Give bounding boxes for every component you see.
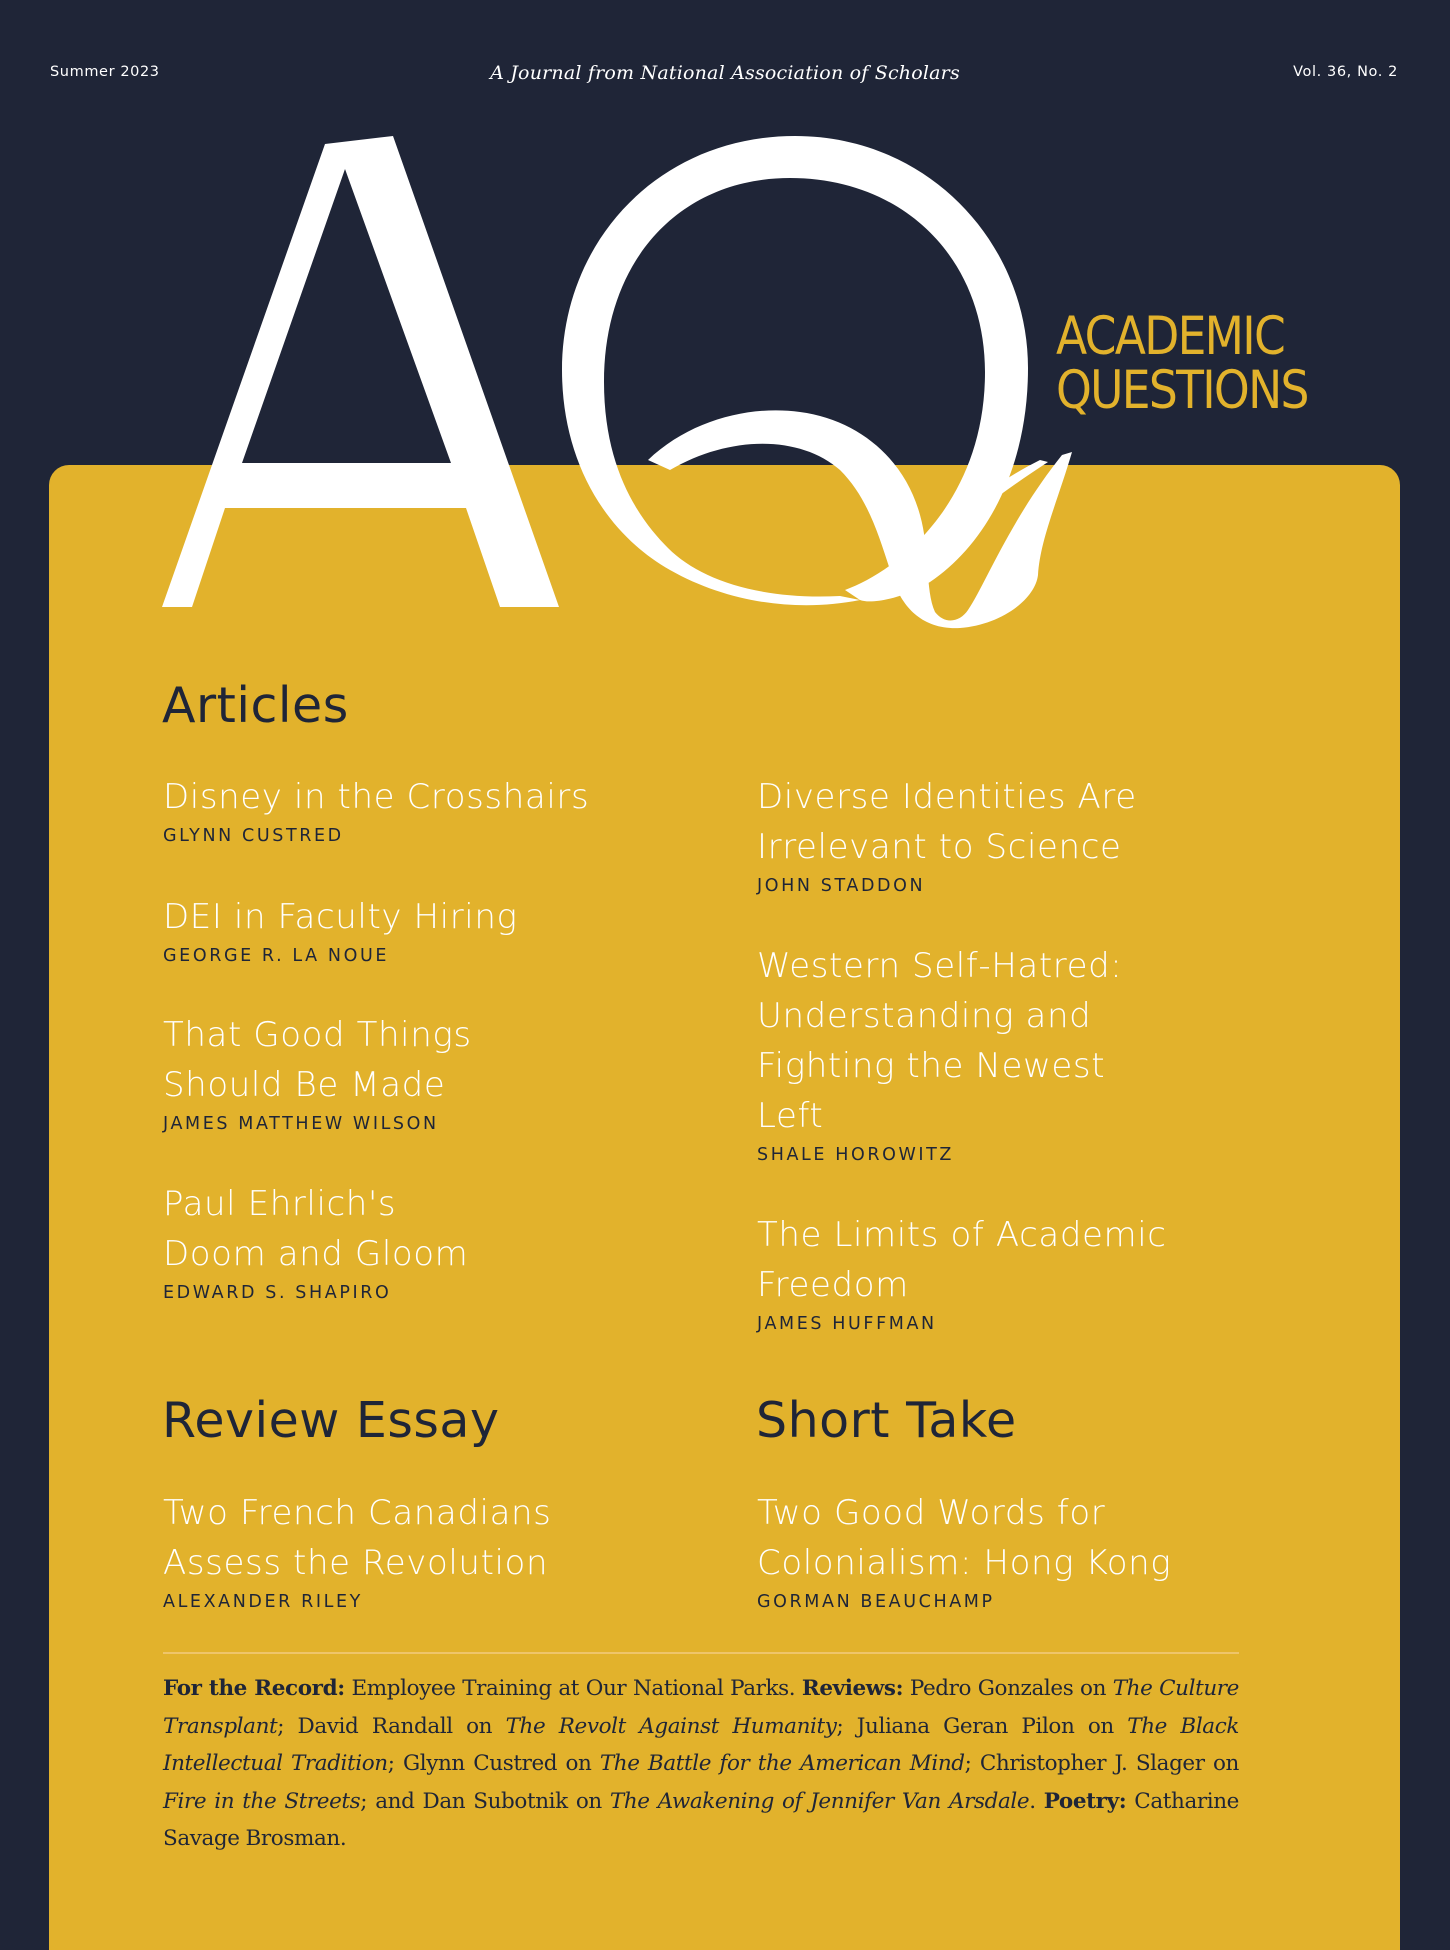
reviews-label: Reviews:	[801, 1676, 904, 1701]
article-title-line[interactable]: Should Be Made	[163, 1065, 446, 1105]
book-title: The Culture Transplant	[163, 1676, 1239, 1739]
article-entry[interactable]	[163, 892, 518, 968]
book-title: The Awakening of Jennifer Van Arsdale	[609, 1788, 1030, 1814]
monogram-letter-a	[162, 136, 559, 607]
poetry-label: Poetry:	[1043, 1788, 1127, 1814]
article-author: JOHN STADDON	[757, 876, 926, 896]
article-entry[interactable]	[163, 772, 589, 848]
separator: ;	[964, 1751, 980, 1776]
article-title-line[interactable]: Two Good Words for	[757, 1493, 1106, 1533]
for-the-record-label: For the Record:	[163, 1676, 345, 1701]
issue-contents-summary	[163, 1670, 1239, 1858]
reviewer: Juliana Geran Pilon on	[856, 1713, 1128, 1739]
article-title-line[interactable]: Fighting the Newest	[757, 1046, 1106, 1086]
separator: ;	[277, 1713, 298, 1739]
article-entry[interactable]	[757, 941, 1122, 1167]
article-author: ALEXANDER RILEY	[163, 1592, 363, 1612]
article-title-line[interactable]: Paul Ehrlich's	[163, 1184, 397, 1224]
separator: ;	[360, 1788, 376, 1814]
reviewer: Glynn Custred on	[402, 1751, 600, 1776]
article-title-line[interactable]: Assess the Revolution	[163, 1543, 549, 1583]
article-entry[interactable]	[163, 1179, 468, 1305]
for-the-record-text: Employee Training at Our National Parks.	[344, 1676, 802, 1701]
article-author: EDWARD S. SHAPIRO	[163, 1283, 392, 1303]
article-title-line[interactable]: Colonialism: Hong Kong	[757, 1543, 1172, 1583]
poetry-text: Catharine Savage Brosman.	[163, 1788, 1239, 1851]
article-author: JAMES HUFFMAN	[757, 1314, 937, 1334]
monogram-letter-q-bowl	[562, 136, 1028, 605]
section-heading-short-take: Short Take	[756, 1392, 1017, 1449]
reviewer: Pedro Gonzales on	[903, 1676, 1113, 1701]
journal-wordmark	[1056, 306, 1349, 421]
article-title-line[interactable]: That Good Things	[163, 1015, 472, 1055]
divider-rule	[163, 1652, 1239, 1654]
issue-volume: Vol. 36, No. 2	[1293, 64, 1398, 80]
article-title[interactable]: Disney in the Crosshairs	[163, 777, 590, 817]
reviewer: and Dan Subotnik on	[375, 1788, 610, 1814]
book-title: The Black Intellectual Tradition	[163, 1713, 1239, 1776]
article-title-line[interactable]: Freedom	[757, 1265, 909, 1305]
article-author: SHALE HOROWITZ	[757, 1145, 955, 1165]
reviewer: Christopher J. Slager on	[979, 1751, 1239, 1776]
book-title: The Revolt Against Humanity	[505, 1713, 837, 1739]
separator: ;	[387, 1751, 403, 1776]
article-title-line[interactable]: Understanding and	[757, 996, 1092, 1036]
book-title: The Battle for the American Mind	[599, 1751, 965, 1776]
review-essay-entry[interactable]	[163, 1488, 551, 1614]
section-heading-articles: Articles	[162, 677, 349, 734]
article-author: GORMAN BEAUCHAMP	[757, 1592, 995, 1612]
article-entry[interactable]	[163, 1010, 472, 1136]
article-entry[interactable]	[757, 1210, 1167, 1336]
article-author: GLYNN CUSTRED	[163, 826, 344, 846]
article-entry[interactable]	[757, 772, 1137, 898]
article-title-line[interactable]: Irrelevant to Science	[757, 827, 1122, 867]
article-title-line[interactable]: Western Self-Hatred:	[757, 946, 1123, 986]
separator: ;	[836, 1713, 857, 1739]
reviewer: David Randall on	[297, 1713, 506, 1739]
book-title: Fire in the Streets	[163, 1788, 361, 1814]
article-author: GEORGE R. LA NOUE	[163, 946, 390, 966]
section-heading-review-essay: Review Essay	[162, 1392, 500, 1449]
article-title-line[interactable]: Doom and Gloom	[163, 1234, 469, 1274]
issue-date: Summer 2023	[50, 64, 160, 80]
article-title-line[interactable]: Diverse Identities Are	[757, 777, 1137, 817]
article-title-line[interactable]: The Limits of Academic	[757, 1215, 1167, 1255]
journal-subtitle: A Journal from National Association of Scholars	[490, 62, 960, 84]
article-title-line[interactable]: Left	[757, 1096, 824, 1136]
short-take-entry[interactable]	[757, 1488, 1171, 1614]
article-title-line[interactable]: Two French Canadians	[163, 1493, 552, 1533]
wordmark-line-questions: QUESTIONS	[1056, 360, 1308, 421]
wordmark-line-academic: ACADEMIC	[1056, 306, 1285, 367]
article-author: JAMES MATTHEW WILSON	[163, 1114, 439, 1134]
separator: .	[1029, 1788, 1044, 1814]
article-title[interactable]: DEI in Faculty Hiring	[163, 897, 518, 937]
